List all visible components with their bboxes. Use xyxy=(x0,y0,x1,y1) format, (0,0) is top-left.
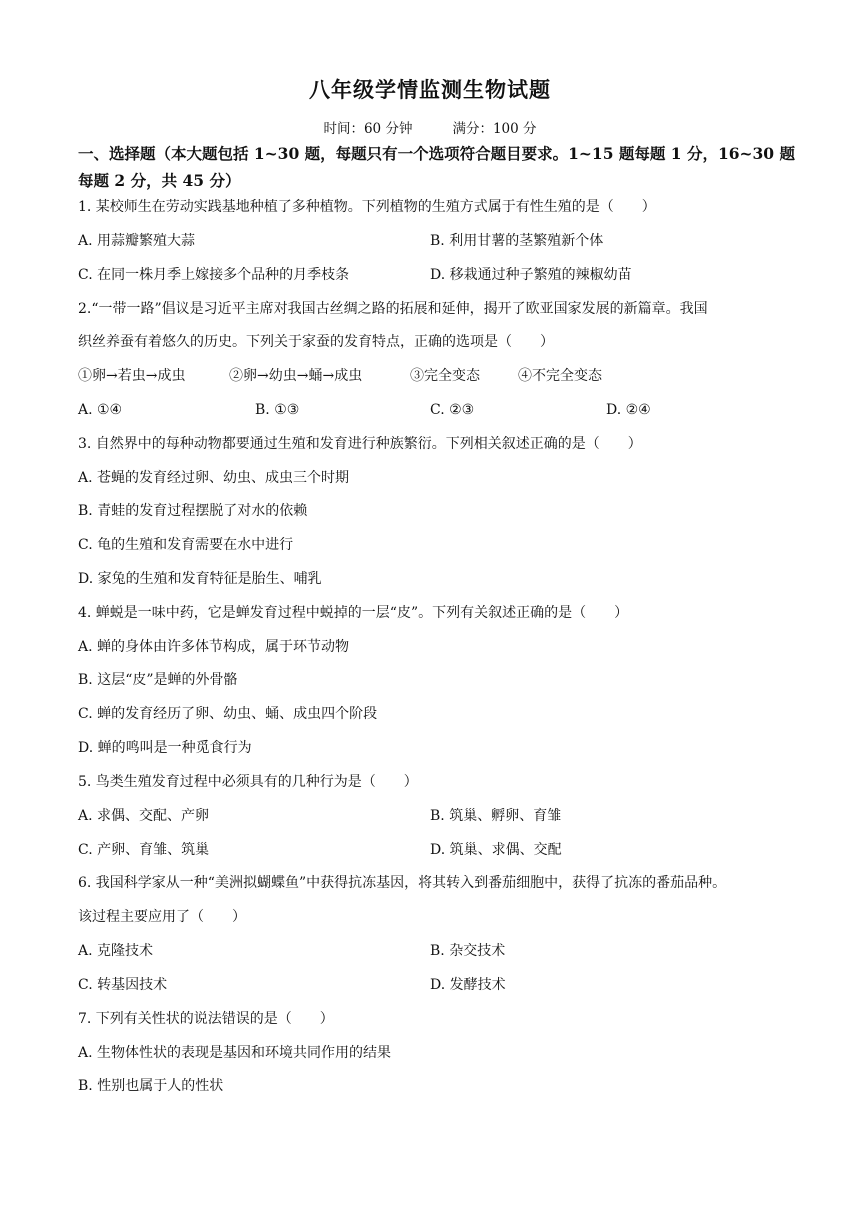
option-d[interactable]: D. 家兔的生殖和发育特征是胎生、哺乳 xyxy=(78,571,322,587)
option-b[interactable]: B. 杂交技术 xyxy=(430,943,506,959)
question-5-options-row-2 xyxy=(78,833,798,867)
question-3-stem: 3. 自然界中的每种动物都要通过生殖和发育进行种族繁衍。下列相关叙述正确的是（ ） xyxy=(78,436,642,452)
option-a[interactable]: A. 苍蝇的发育经过卵、幼虫、成虫三个时期 xyxy=(78,470,350,486)
question-6-options-row-2 xyxy=(78,968,798,1002)
option-c[interactable]: C. 在同一株月季上嫁接多个品种的月季枝条 xyxy=(78,267,350,283)
option-b[interactable]: B. 青蛙的发育过程摆脱了对水的依赖 xyxy=(78,503,308,519)
question-6-stem-line-1: 6. 我国科学家从一种“美洲拟蝴蝶鱼”中获得抗冻基因，将其转入到番茄细胞中，获得了抗冻的番茄品种。 xyxy=(78,875,727,891)
exam-meta xyxy=(0,117,860,137)
option-a[interactable]: A. ①④ xyxy=(78,402,123,418)
question-1-stem: 1. 某校师生在劳动实践基地种植了多种植物。下列植物的生殖方式属于有性生殖的是（ ） xyxy=(78,199,656,215)
option-b[interactable]: B. 性别也属于人的性状 xyxy=(78,1078,224,1094)
option-c[interactable]: C. 蝉的发育经历了卵、幼虫、蛹、成虫四个阶段 xyxy=(78,706,378,722)
question-7-stem: 7. 下列有关性状的说法错误的是（ ） xyxy=(78,1011,334,1027)
option-c[interactable]: C. 转基因技术 xyxy=(78,977,168,993)
section-heading: 一、选择题（本大题包括 1~30 题，每题只有一个选项符合题目要求。1~15 题每题 1 分，16~30 题每题 2 分，共 45 分） xyxy=(78,144,795,190)
option-c[interactable]: C. ②③ xyxy=(430,402,475,418)
question-2-stem-line-1: 2.“一带一路”倡议是习近平主席对我国古丝绸之路的拓展和延伸，揭开了欧亚国家发展的新篇章。我国 xyxy=(78,301,708,317)
question-4-stem: 4. 蝉蜕是一味中药，它是蝉发育过程中蜕掉的一层“皮”。下列有关叙述正确的是（ ） xyxy=(78,605,629,621)
exam-title: 八年级学情监测生物试题 xyxy=(309,77,551,102)
statement-1: ①卵→若虫→成虫 xyxy=(78,368,186,384)
question-2-statements xyxy=(78,359,798,393)
statement-2: ②卵→幼虫→蛹→成虫 xyxy=(229,368,363,384)
question-1-options-row-2 xyxy=(78,258,798,292)
option-a[interactable]: A. 蝉的身体由许多体节构成，属于环节动物 xyxy=(78,639,350,655)
option-d[interactable]: D. 移栽通过种子繁殖的辣椒幼苗 xyxy=(430,267,632,283)
option-d[interactable]: D. 蝉的鸣叫是一种觅食行为 xyxy=(78,740,252,756)
statement-3: ③完全变态 xyxy=(410,368,480,384)
option-a[interactable]: A. 克隆技术 xyxy=(78,943,154,959)
question-1-options-row-1 xyxy=(78,224,798,258)
question-6-options-row-1 xyxy=(78,934,798,968)
question-5-stem: 5. 鸟类生殖发育过程中必须具有的几种行为是（ ） xyxy=(78,774,418,790)
question-2-options xyxy=(78,393,798,427)
time-limit: 时间：60 分钟 xyxy=(323,121,413,137)
option-a[interactable]: A. 求偶、交配、产卵 xyxy=(78,808,210,824)
question-2-stem-line-2: 织丝养蚕有着悠久的历史。下列关于家蚕的发育特点，正确的选项是（ ） xyxy=(78,334,554,350)
option-c[interactable]: C. 龟的生殖和发育需要在水中进行 xyxy=(78,537,294,553)
option-a[interactable]: A. 用蒜瓣繁殖大蒜 xyxy=(78,233,196,249)
option-c[interactable]: C. 产卵、育雏、筑巢 xyxy=(78,842,210,858)
full-score: 满分：100 分 xyxy=(452,121,537,137)
option-a[interactable]: A. 生物体性状的表现是基因和环境共同作用的结果 xyxy=(78,1045,392,1061)
option-b[interactable]: B. 筑巢、孵卵、育雏 xyxy=(430,808,562,824)
question-6-stem-line-2: 该过程主要应用了（ ） xyxy=(78,909,246,925)
statement-4: ④不完全变态 xyxy=(518,368,602,384)
option-d[interactable]: D. 发酵技术 xyxy=(430,977,506,993)
option-d[interactable]: D. 筑巢、求偶、交配 xyxy=(430,842,562,858)
option-b[interactable]: B. 这层“皮”是蝉的外骨骼 xyxy=(78,672,238,688)
question-5-options-row-1 xyxy=(78,799,798,833)
option-b[interactable]: B. ①③ xyxy=(255,402,300,418)
option-d[interactable]: D. ②④ xyxy=(606,402,651,418)
option-b[interactable]: B. 利用甘薯的茎繁殖新个体 xyxy=(430,233,604,249)
